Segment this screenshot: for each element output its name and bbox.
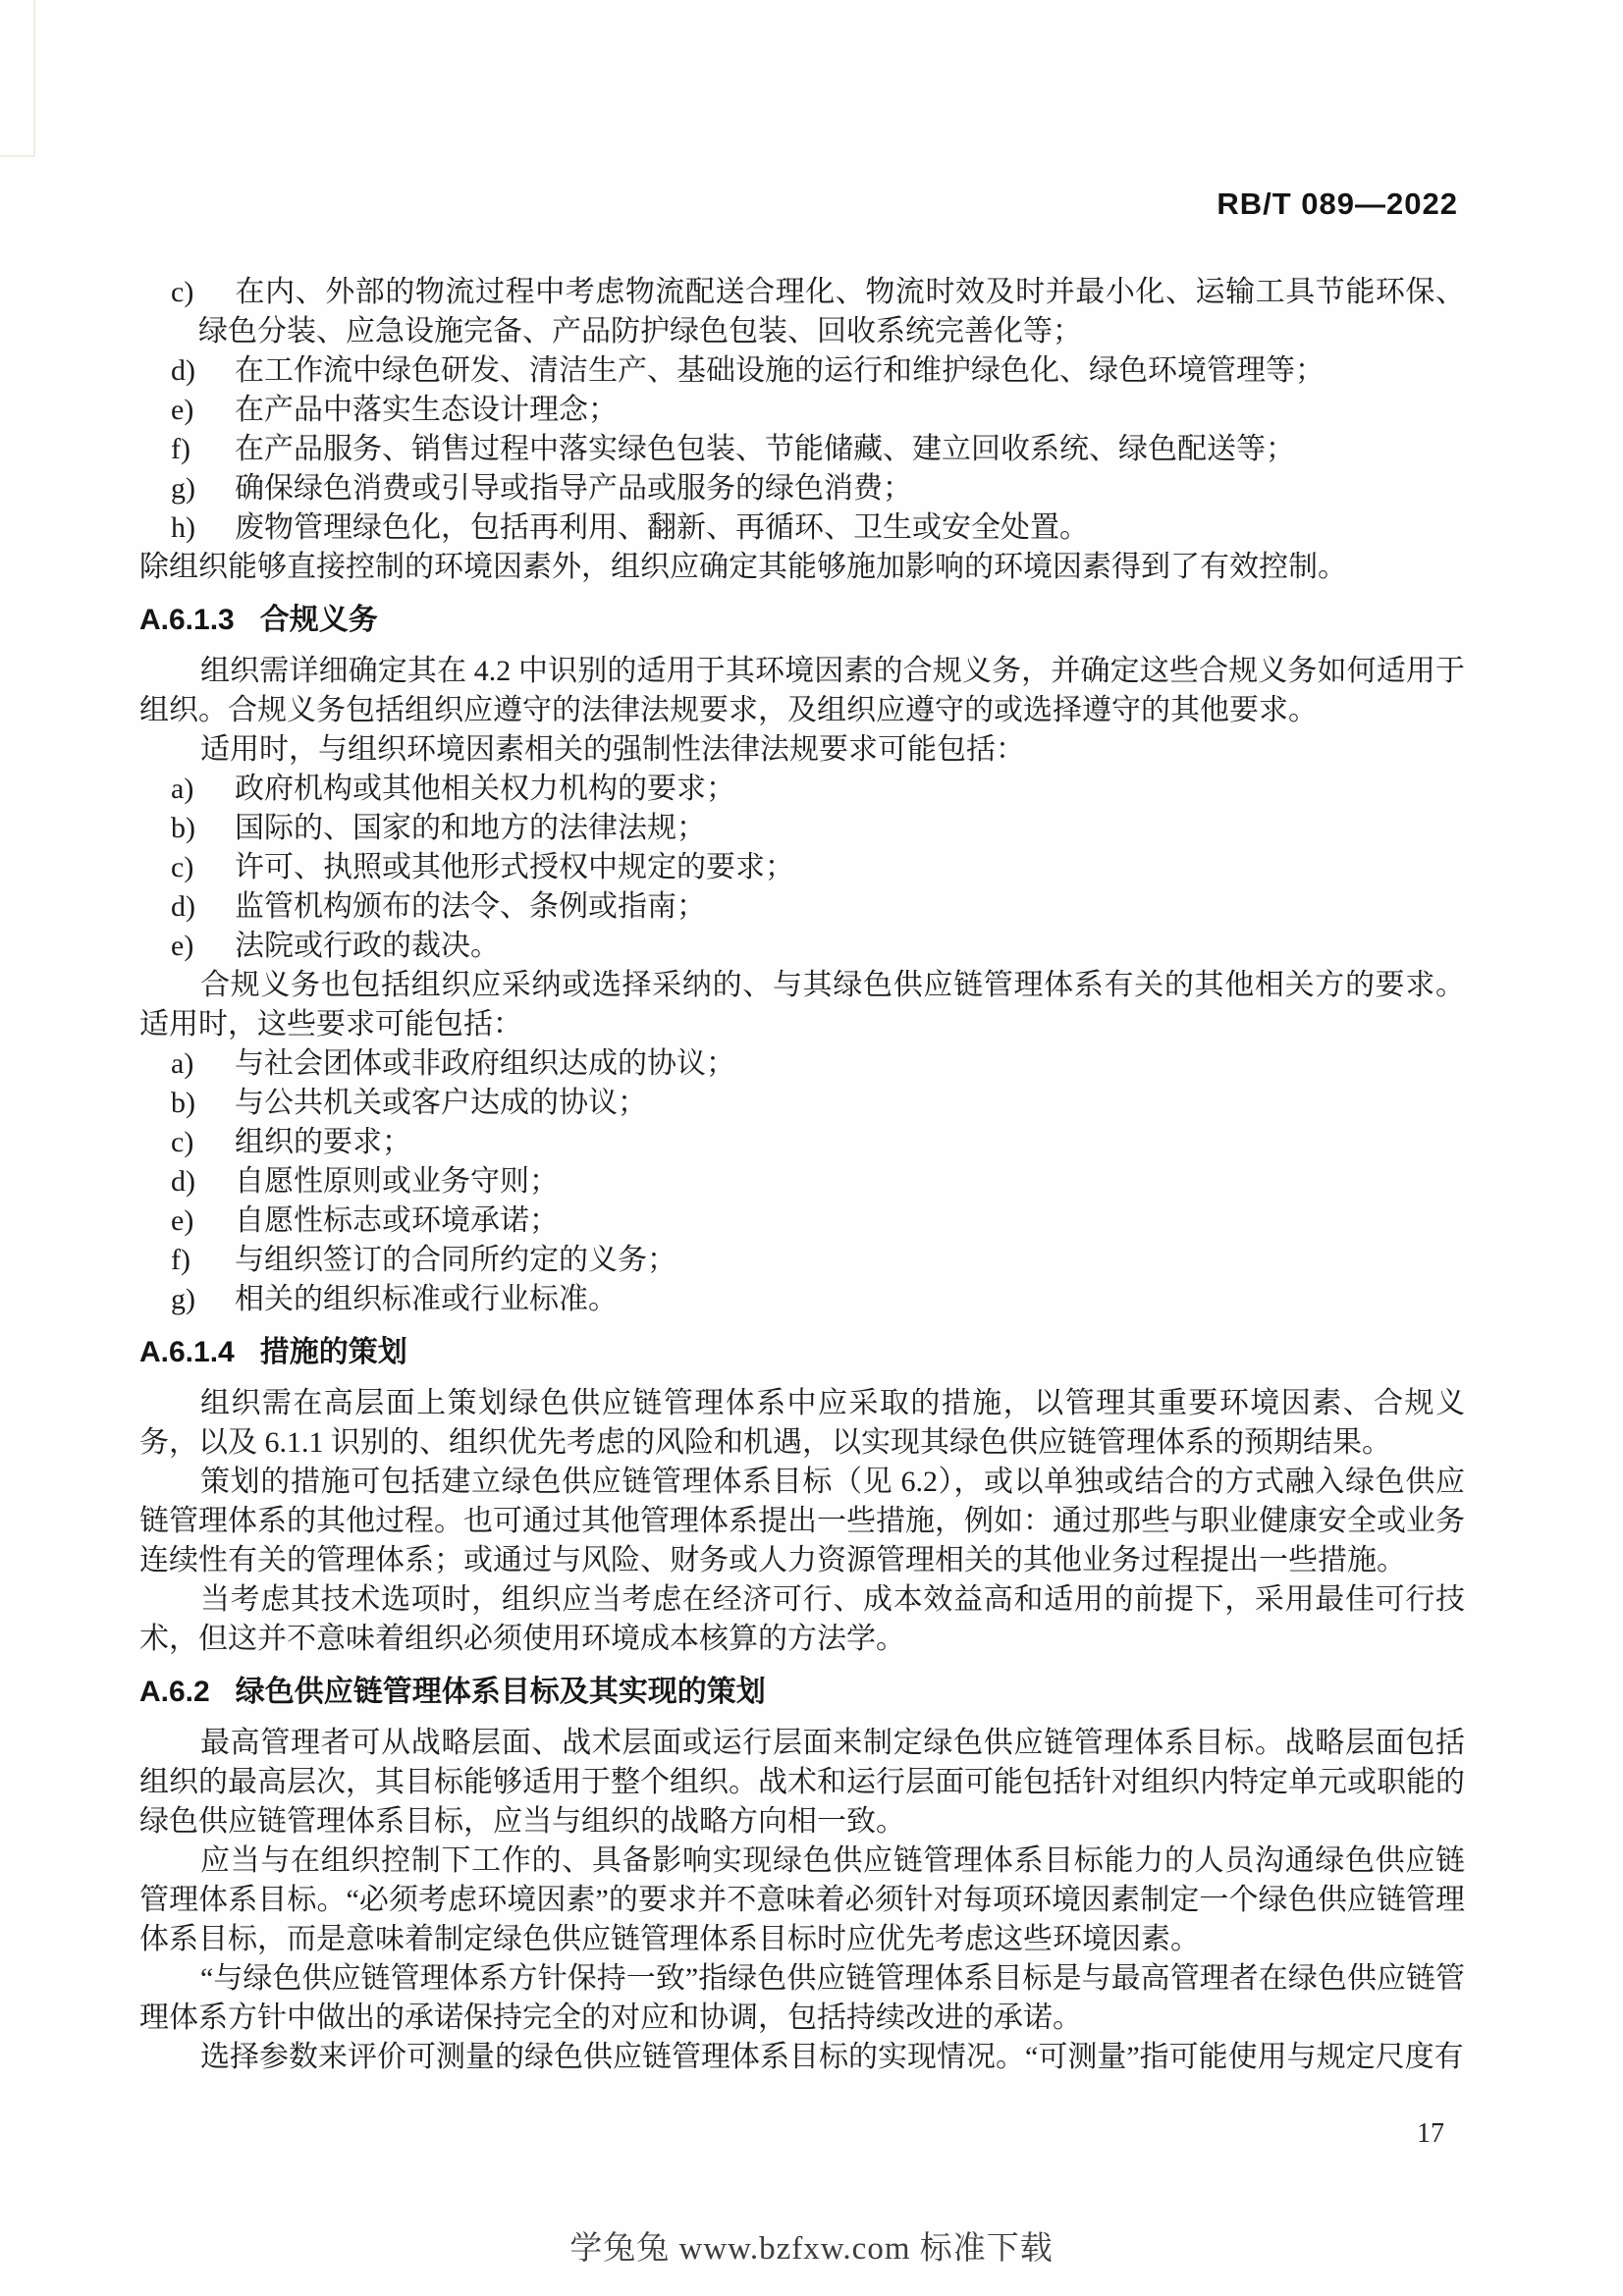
- paragraph: 最高管理者可从战略层面、战术层面或运行层面来制定绿色供应链管理体系目标。战略层面包括组织的最高层次，其目标能够适用于整个组织。战术和运行层面可能包括针对组织内特定单元或职能的绿色供应链管理体系目标，应当与组织的战略方向相一致。: [139, 1727, 1465, 1838]
- list-item: [139, 430, 1465, 469]
- standard-code: RB/T 089—2022: [1217, 187, 1458, 221]
- paragraph: “与绿色供应链管理体系方针保持一致”指绿色供应链管理体系目标是与最高管理者在绿色供应链管理体系方针中做出的承诺保持完全的对应和协调，包括持续改进的承诺。: [139, 1962, 1465, 2034]
- list-item-text: 与组织签订的合同所约定的义务；: [235, 1244, 676, 1276]
- list-item-text: 与公共机关或客户达成的协议；: [235, 1087, 647, 1119]
- list-item-label: d): [171, 890, 195, 923]
- list-item-text: 在内、外部的物流过程中考虑物流配送合理化、物流时效及时并最小化、运输工具节能环保、绿色分装、应急设施完备、产品防护绿色包装、回收系统完善化等；: [198, 276, 1465, 347]
- list-item-text: 自愿性标志或环境承诺；: [235, 1204, 559, 1237]
- list-item-label: d): [171, 1165, 195, 1198]
- section-a614: [139, 1333, 1465, 1659]
- paragraph: 组织需在高层面上策划绿色供应链管理体系中应采取的措施，以管理其重要环境因素、合规义务，以及 6.1.1 识别的、组织优先考虑的风险和机遇，以实现其绿色供应链管理体系的预期结果。: [139, 1387, 1465, 1459]
- document-body: [139, 273, 1465, 2077]
- list-item: [139, 469, 1465, 508]
- list-item-label: d): [171, 354, 195, 387]
- section-title: 绿色供应链管理体系目标及其实现的策划: [235, 1676, 766, 1708]
- section-heading: [139, 601, 1465, 640]
- paragraph: 组织需详细确定其在 4.2 中识别的适用于其环境因素的合规义务，并确定这些合规义务如何适用于组织。合规义务包括组织应遵守的法律法规要求，及组织应遵守的或选择遵守的其他要求。: [139, 655, 1465, 726]
- paragraph: 应当与在组织控制下工作的、具备影响实现绿色供应链管理体系目标能力的人员沟通绿色供应链管理体系目标。“必须考虑环境因素”的要求并不意味着必须针对每项环境因素制定一个绿色供应链管理体系目标，而是意味着制定绿色供应链管理体系目标时应优先考虑这些环境因素。: [139, 1844, 1465, 1955]
- closing-note: 除组织能够直接控制的环境因素外，组织应确定其能够施加影响的环境因素得到了有效控制。: [139, 551, 1347, 583]
- list-item-text: 组织的要求；: [235, 1126, 411, 1158]
- list-item-label: b): [171, 812, 195, 844]
- watermark-footer: 学兔兔 www.bzfxw.com 标准下载: [569, 2231, 1054, 2267]
- list-item: [139, 1044, 1465, 1084]
- list-item: [139, 1162, 1465, 1201]
- list-item-label: e): [171, 1204, 194, 1237]
- list-item: [139, 1241, 1465, 1280]
- paragraph: 当考虑其技术选项时，组织应当考虑在经济可行、成本效益高和适用的前提下，采用最佳可行技术，但这并不意味着组织必须使用环境成本核算的方法学。: [139, 1583, 1465, 1655]
- paragraph: 策划的措施可包括建立绿色供应链管理体系目标（见 6.2），或以单独或结合的方式融入绿色供应链管理体系的其他过程。也可通过其他管理体系提出一些措施，例如：通过那些与职业健康安全或业务连续性有关的管理体系；或通过与风险、财务或人力资源管理相关的其他业务过程提出一些措施。: [139, 1466, 1465, 1576]
- list-item-text: 废物管理绿色化，包括再利用、翻新、再循环、卫生或安全处置。: [235, 511, 1089, 544]
- section-number: A.6.2: [139, 1676, 210, 1708]
- section-a62: [139, 1673, 1465, 2077]
- list-item-label: g): [171, 1283, 195, 1315]
- list-item: [139, 351, 1465, 391]
- list-item-label: g): [171, 472, 195, 505]
- list-item-label: c): [171, 1126, 194, 1158]
- section-heading: [139, 1333, 1465, 1372]
- list-item: [139, 927, 1465, 966]
- list-item: [139, 391, 1465, 430]
- section-a613: [139, 601, 1465, 1319]
- list-item-label: e): [171, 394, 194, 426]
- list-item-text: 政府机构或其他相关权力机构的要求；: [235, 773, 735, 805]
- list-item-text: 法院或行政的裁决。: [235, 930, 500, 962]
- paragraph: 合规义务也包括组织应采纳或选择采纳的、与其绿色供应链管理体系有关的其他相关方的要求。适用时，这些要求可能包括：: [139, 969, 1465, 1041]
- list-item: [139, 273, 1465, 351]
- list-item: [139, 1201, 1465, 1241]
- section-heading: [139, 1673, 1465, 1712]
- list-item-label: h): [171, 511, 195, 544]
- list-item-text: 与社会团体或非政府组织达成的协议；: [235, 1047, 735, 1080]
- list-item-text: 国际的、国家的和地方的法律法规；: [235, 812, 706, 844]
- section-title: 措施的策划: [259, 1336, 407, 1368]
- list-item: [139, 1123, 1465, 1162]
- list-item-text: 确保绿色消费或引导或指导产品或服务的绿色消费；: [235, 472, 912, 505]
- list-item-text: 许可、执照或其他形式授权中规定的要求；: [235, 851, 794, 883]
- list-item: [139, 848, 1465, 887]
- list-item-label: f): [171, 433, 190, 465]
- list-item-text: 在产品中落实生态设计理念；: [235, 394, 618, 426]
- section-title: 合规义务: [259, 604, 378, 636]
- list-item-text: 相关的组织标准或行业标准。: [235, 1283, 618, 1315]
- list-item: [139, 508, 1465, 548]
- list-item-text: 在产品服务、销售过程中落实绿色包装、节能储藏、建立回收系统、绿色配送等；: [235, 433, 1295, 465]
- list-item-label: a): [171, 1047, 194, 1080]
- list-item-text: 在工作流中绿色研发、清洁生产、基础设施的运行和维护绿色化、绿色环境管理等；: [235, 354, 1325, 387]
- list-item: [139, 887, 1465, 927]
- list-item: [139, 1084, 1465, 1123]
- paragraph: 适用时，与组织环境因素相关的强制性法律法规要求可能包括：: [200, 733, 1025, 766]
- scan-corner-artifact: [0, 0, 35, 157]
- list-item-label: c): [171, 276, 194, 308]
- list-item-label: b): [171, 1087, 195, 1119]
- list-item-label: a): [171, 773, 194, 805]
- list-item-text: 监管机构颁布的法令、条例或指南；: [235, 890, 706, 923]
- section-number: A.6.1.3: [139, 604, 235, 636]
- page-number: 17: [1417, 2118, 1444, 2149]
- list-item: [139, 809, 1465, 848]
- list-item-label: c): [171, 851, 194, 883]
- section-env-aspects-continued: [139, 273, 1465, 587]
- list-item-label: e): [171, 930, 194, 962]
- list-item: [139, 770, 1465, 809]
- section-number: A.6.1.4: [139, 1336, 235, 1368]
- paragraph: 选择参数来评价可测量的绿色供应链管理体系目标的实现情况。“可测量”指可能使用与规定尺度有: [200, 2041, 1464, 2073]
- list-item-text: 自愿性原则或业务守则；: [235, 1165, 559, 1198]
- list-item: [139, 1280, 1465, 1319]
- list-item-label: f): [171, 1244, 190, 1276]
